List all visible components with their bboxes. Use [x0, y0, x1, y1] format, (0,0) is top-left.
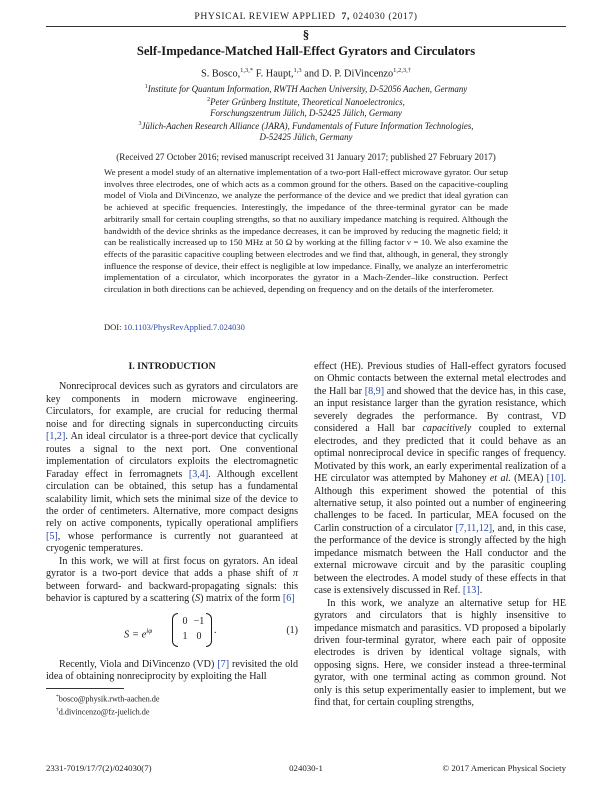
- affiliation-line: Institute for Quantum Information, RWTH Aachen University, D-52056 Aachen, Germany: [147, 83, 468, 94]
- matrix-cell: 0: [196, 630, 202, 642]
- text-run: revisited the old idea of obtaining nonreciprocity by exploiting the Hall: [46, 658, 298, 683]
- doi-line: [104, 322, 245, 332]
- italic-text: S: [195, 593, 201, 605]
- text-run: and showed that the device has, in this case, an input resistance larger than the gyration resistance, which severely degrades the performance. By contrast, VD considered a Hall bar: [314, 385, 566, 435]
- text-run: . Although excellent circulation can be obtained, this setup has a fundamental scalability limit, which sets the minimal size of the device to the order of centimeters. Alternative, more compact designs rely on active components, typically operational amplifiers: [46, 468, 298, 530]
- footnote: [56, 692, 160, 705]
- affiliation-line: D-52425 Jülich, Germany: [259, 131, 353, 142]
- affiliations: [60, 82, 552, 143]
- affiliation-number: 1: [144, 84, 148, 90]
- affiliation: [60, 82, 552, 95]
- affiliation-number: 2: [207, 96, 211, 103]
- right-column: [314, 361, 566, 710]
- citation-link[interactable]: [7]: [217, 658, 230, 670]
- citation-link[interactable]: [1,2]: [46, 431, 66, 443]
- paragraph: [314, 598, 566, 710]
- abstract: We present a model study of an alternative implementation of a two-port Hall-effect microwave gyrator. Our setup involves three electrodes, one of which acts as a common ground for the others. Based on the capacitive-coupling model of Viola and DiVincenzo, we analyze the performance of the device and we predict that ideal gyration can be achieved at specific frequencies. Interestingly, the impedance of the three-terminal gyrator can be made arbitrarily small for certain coupling strengths, so that no auxiliary impedance matching is required. Although the bandwidth of the device shrinks as the impedance decreases, it can be improved by reducing the magnetic field; it can be realistically increased up to 150 MHz at 50 Ω by working at the filling factor ν = 10. We also examine the effects of the parasitic capacitive coupling between electrodes and we find that, although, in general, they strongly influence the response of device, their effect is negligible at low impedance. Finally, we analyze an interferometric implementation of a circulator, which incorporates the gyrator in a Mach-Zender–like construction. Perfect circulation in both directions can be achieved, depending on frequency and on the details of the interferometer.: [104, 167, 508, 295]
- italic-text: et al.: [489, 473, 511, 485]
- section-heading: I. INTRODUCTION: [128, 361, 216, 372]
- affiliation-line: Forschungszentrum Jülich, D-52425 Jülich, Germany: [210, 107, 402, 118]
- author-name: S. Bosco,: [200, 68, 241, 80]
- affiliation-line: Peter Grünberg Institute, Theoretical Nanoelectronics,: [210, 96, 405, 107]
- matrix-cell: 1: [182, 630, 188, 642]
- footnote-mark: *: [56, 694, 59, 700]
- text-run: . An ideal circulator is a three-port device that cyclically routes a signal to the next port. One conventional implementation of circulators exploits the electromagnetic Faraday effect in ferromagnets: [46, 431, 298, 480]
- author-conjunction: and: [304, 68, 320, 80]
- text-run: ) matrix of the form: [200, 593, 283, 605]
- citation-link[interactable]: [10]: [546, 473, 564, 485]
- affiliation: [60, 119, 552, 132]
- paper-title: Self-Impedance-Matched Hall-Effect Gyrators and Circulators: [136, 44, 476, 58]
- citation-link[interactable]: [13]: [462, 585, 480, 597]
- footnote-email[interactable]: bosco@physik.rwth-aachen.de: [58, 694, 160, 704]
- text-run: .: [479, 585, 483, 597]
- text-run: (MEA): [510, 473, 547, 485]
- author-affiliation-marks: 1,2,3,†: [393, 67, 412, 74]
- italic-text: π: [292, 568, 298, 580]
- equation-lhs: [124, 625, 152, 642]
- right-paren: [206, 613, 212, 647]
- text-run: In this work, we will at first focus on gyrators. An ideal gyrator is a two-port device that adds a phase shift of: [46, 555, 298, 580]
- citation-link[interactable]: [3,4]: [188, 468, 209, 480]
- citation-link[interactable]: [8,9]: [364, 385, 385, 397]
- footer-page-number: 024030-1: [289, 763, 323, 773]
- footnote-mark: †: [56, 706, 59, 713]
- text-run: , whose performance is currently not guaranteed at cryogenic temperatures.: [46, 530, 298, 555]
- text-run: Nonreciprocal devices such as gyrators and circulators are key components in modern microwave engineering. Circulators, for example, are crucial for reducing thermal noise and for directing signals in superconducting circuits: [46, 381, 298, 430]
- paragraph: [46, 556, 298, 606]
- affiliation: [60, 95, 552, 108]
- author-affiliation-marks: 1,3: [293, 67, 302, 74]
- journal-volume: 7,: [341, 11, 351, 22]
- running-header: [0, 11, 612, 22]
- left-column: [46, 361, 298, 684]
- citation-link[interactable]: [5]: [46, 530, 58, 542]
- matrix: [172, 613, 212, 647]
- received-dates: (Received 27 October 2016; revised manuscript received 31 January 2017; published 27 February 2017): [116, 152, 496, 162]
- text-run: . Although this experiment showed the potential of this alternative setup, it also pointed out a number of engineering challenges to be faced. In particular, MEA focused on the Carlin construction of a circulator: [314, 473, 567, 534]
- equation-number: (1): [286, 624, 298, 636]
- footer-copyright: © 2017 American Physical Society: [442, 763, 566, 773]
- text-run: Recently, Viola and DiVincenzo (VD): [59, 658, 218, 670]
- author-list: [0, 67, 612, 79]
- footnote-email[interactable]: d.divincenzo@fz-juelich.de: [58, 707, 150, 717]
- paragraph: [46, 381, 298, 555]
- crossmark-logo-icon[interactable]: §: [302, 27, 310, 42]
- affiliation-number: 3: [138, 120, 142, 127]
- paragraph: [46, 659, 298, 684]
- equation-base: S = e: [124, 629, 147, 641]
- footnote: [56, 705, 160, 718]
- text-run: , and, in this case, the performance of the device is strongly affected by the high impedance mismatch between the Hall conductor and the external microwave circuit and by the parasitic coupling between the electrodes. A model study of these effects in that case is extensively discussed in Ref.: [314, 522, 566, 597]
- matrix-cell: −1: [193, 615, 205, 627]
- journal-name: PHYSICAL REVIEW APPLIED: [194, 11, 336, 22]
- author-affiliation-marks: 1,3,*: [240, 67, 254, 74]
- footer-issn: 2331-7019/17/7(2)/024030(7): [46, 763, 152, 773]
- matrix-cell: 0: [182, 615, 188, 627]
- citation-link[interactable]: [6]: [282, 593, 295, 605]
- doi-label: DOI:: [104, 322, 122, 332]
- italic-text: capacitively: [422, 423, 472, 435]
- text-run: In this work, we analyze an alternative setup for HE gyrators and circulators that is highly insensitive to impedance mismatch and parasitics. VD proposed a bipolarly driven four-terminal gyrator, where each pair of opposite electrodes is driven by identical voltage signals, with opposing signs. Here, we consider instead a three-terminal gyrator, with one terminal acting as common ground. Not only is this setup experimentally easier to implement, but we find that, for certain coupling strengths,: [314, 597, 566, 709]
- text-run: coupled to external electrodes, and they predicted that it could behave as an optimal nonreciprocal device in specific ranges of frequency. Motivated by this work, an early experimental realization of a HE circulator was attempted by Mahoney: [314, 423, 566, 485]
- affiliation-line: Jülich-Aachen Research Alliance (JARA), Fundamentals of Future Information Technologies,: [141, 120, 474, 131]
- doi-link[interactable]: 10.1103/PhysRevApplied.7.024030: [123, 322, 245, 332]
- citation-link[interactable]: [7,11,12]: [455, 522, 493, 534]
- text-run: between forward- and backward-propagating signals: this behavior is captured by a scattering (: [46, 580, 298, 605]
- author-name: D. P. DiVincenzo: [321, 68, 394, 80]
- equation-punct: .: [214, 624, 217, 636]
- paragraph: [314, 361, 566, 598]
- author-name: F. Haupt,: [255, 68, 294, 80]
- footnotes: [56, 692, 160, 717]
- equation: [46, 613, 298, 649]
- text-run: effect (HE). Previous studies of Hall-effect gyrators focused on Ohmic contacts between the external metal electrodes and the Hall bar: [314, 361, 566, 397]
- equation-exponent: iφ: [146, 626, 153, 635]
- journal-citation: 024030 (2017): [353, 11, 418, 22]
- footnote-rule: [46, 688, 124, 689]
